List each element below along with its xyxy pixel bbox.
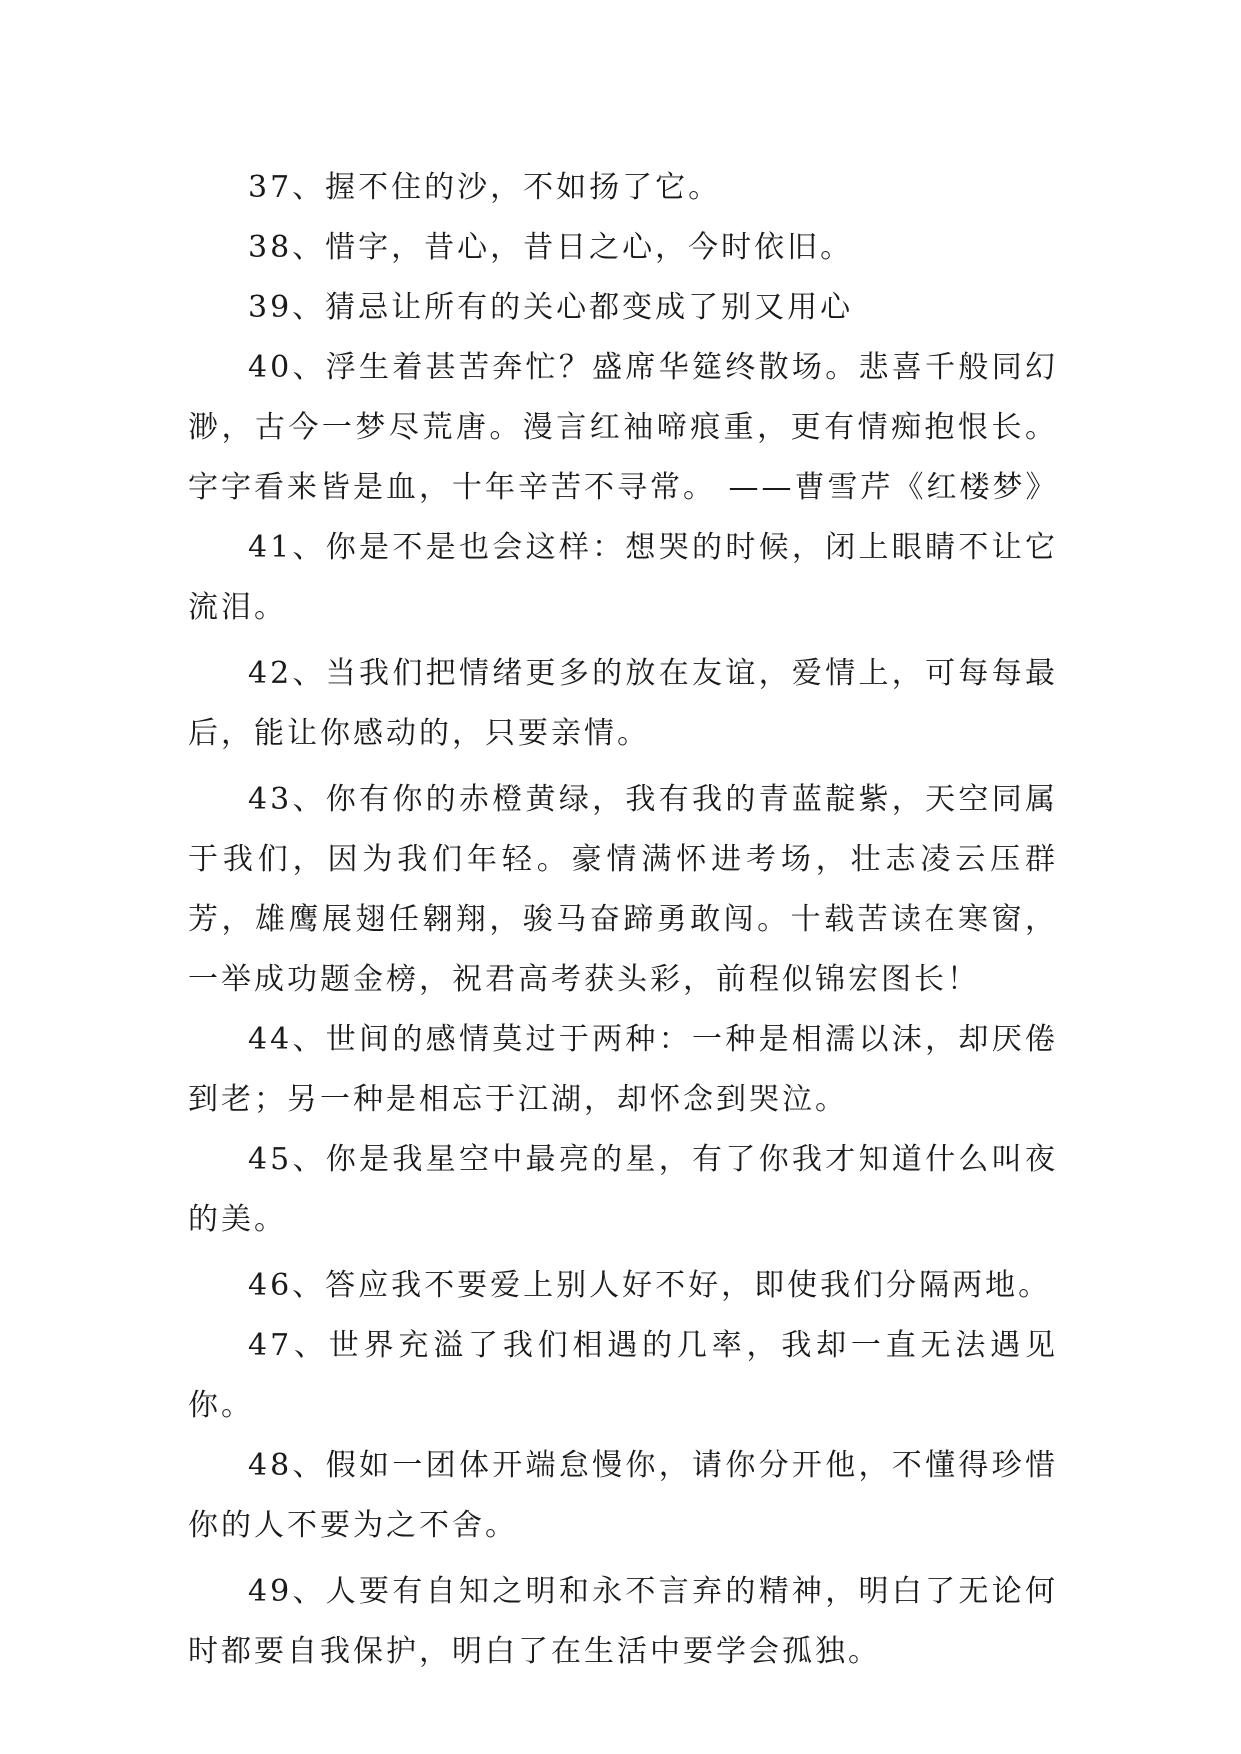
paragraph-39: 39、猜忌让所有的关心都变成了别又用心: [248, 290, 854, 325]
paragraph-49: 49、人要有自知之明和永不言弃的精神，明白了无论何时都要自我保护，明白了在生活中要学会孤独。: [188, 1574, 1058, 1669]
paragraph-48: 48、假如一团体开端怠慢你，请你分开他，不懂得珍惜你的人不要为之不舍。: [188, 1448, 1058, 1543]
paragraph-38: 38、惜字，昔心，昔日之心，今时依旧。: [248, 230, 854, 265]
paragraph-44: 44、世间的感情莫过于两种：一种是相濡以沫，却厌倦到老；另一种是相忘于江湖，却怀念到哭泣。: [188, 1022, 1058, 1117]
paragraph-46: 46、答应我不要爱上别人好不好，即使我们分隔两地。: [248, 1268, 1052, 1303]
paragraph-45: 45、你是我星空中最亮的星，有了你我才知道什么叫夜的美。: [188, 1142, 1058, 1237]
paragraph-42: 42、当我们把情绪更多的放在友谊，爱情上，可每每最后，能让你感动的，只要亲情。: [188, 656, 1058, 751]
paragraph-43: 43、你有你的赤橙黄绿，我有我的青蓝靛紫，天空同属于我们，因为我们年轻。豪情满怀进考场，壮志凌云压群芳，雄鹰展翅任翱翔，骏马奋蹄勇敢闯。十载苦读在寒窗，一举成功题金榜，祝君高考获头彩，前程似锦宏图长！: [188, 782, 1058, 997]
document-body: [188, 158, 1058, 1682]
paragraph-47: 47、世界充溢了我们相遇的几率，我却一直无法遇见你。: [188, 1328, 1058, 1423]
paragraph-41: 41、你是不是也会这样：想哭的时候，闭上眼睛不让它流泪。: [188, 530, 1058, 625]
paragraph-37: 37、握不住的沙，不如扬了它。: [248, 170, 722, 205]
paragraph-40: 40、浮生着甚苦奔忙？盛席华筵终散场。悲喜千般同幻渺，古今一梦尽荒唐。漫言红袖啼痕重，更有情痴抱恨长。字字看来皆是血，十年辛苦不寻常。 ——曹雪芹《红楼梦》: [188, 350, 1059, 505]
